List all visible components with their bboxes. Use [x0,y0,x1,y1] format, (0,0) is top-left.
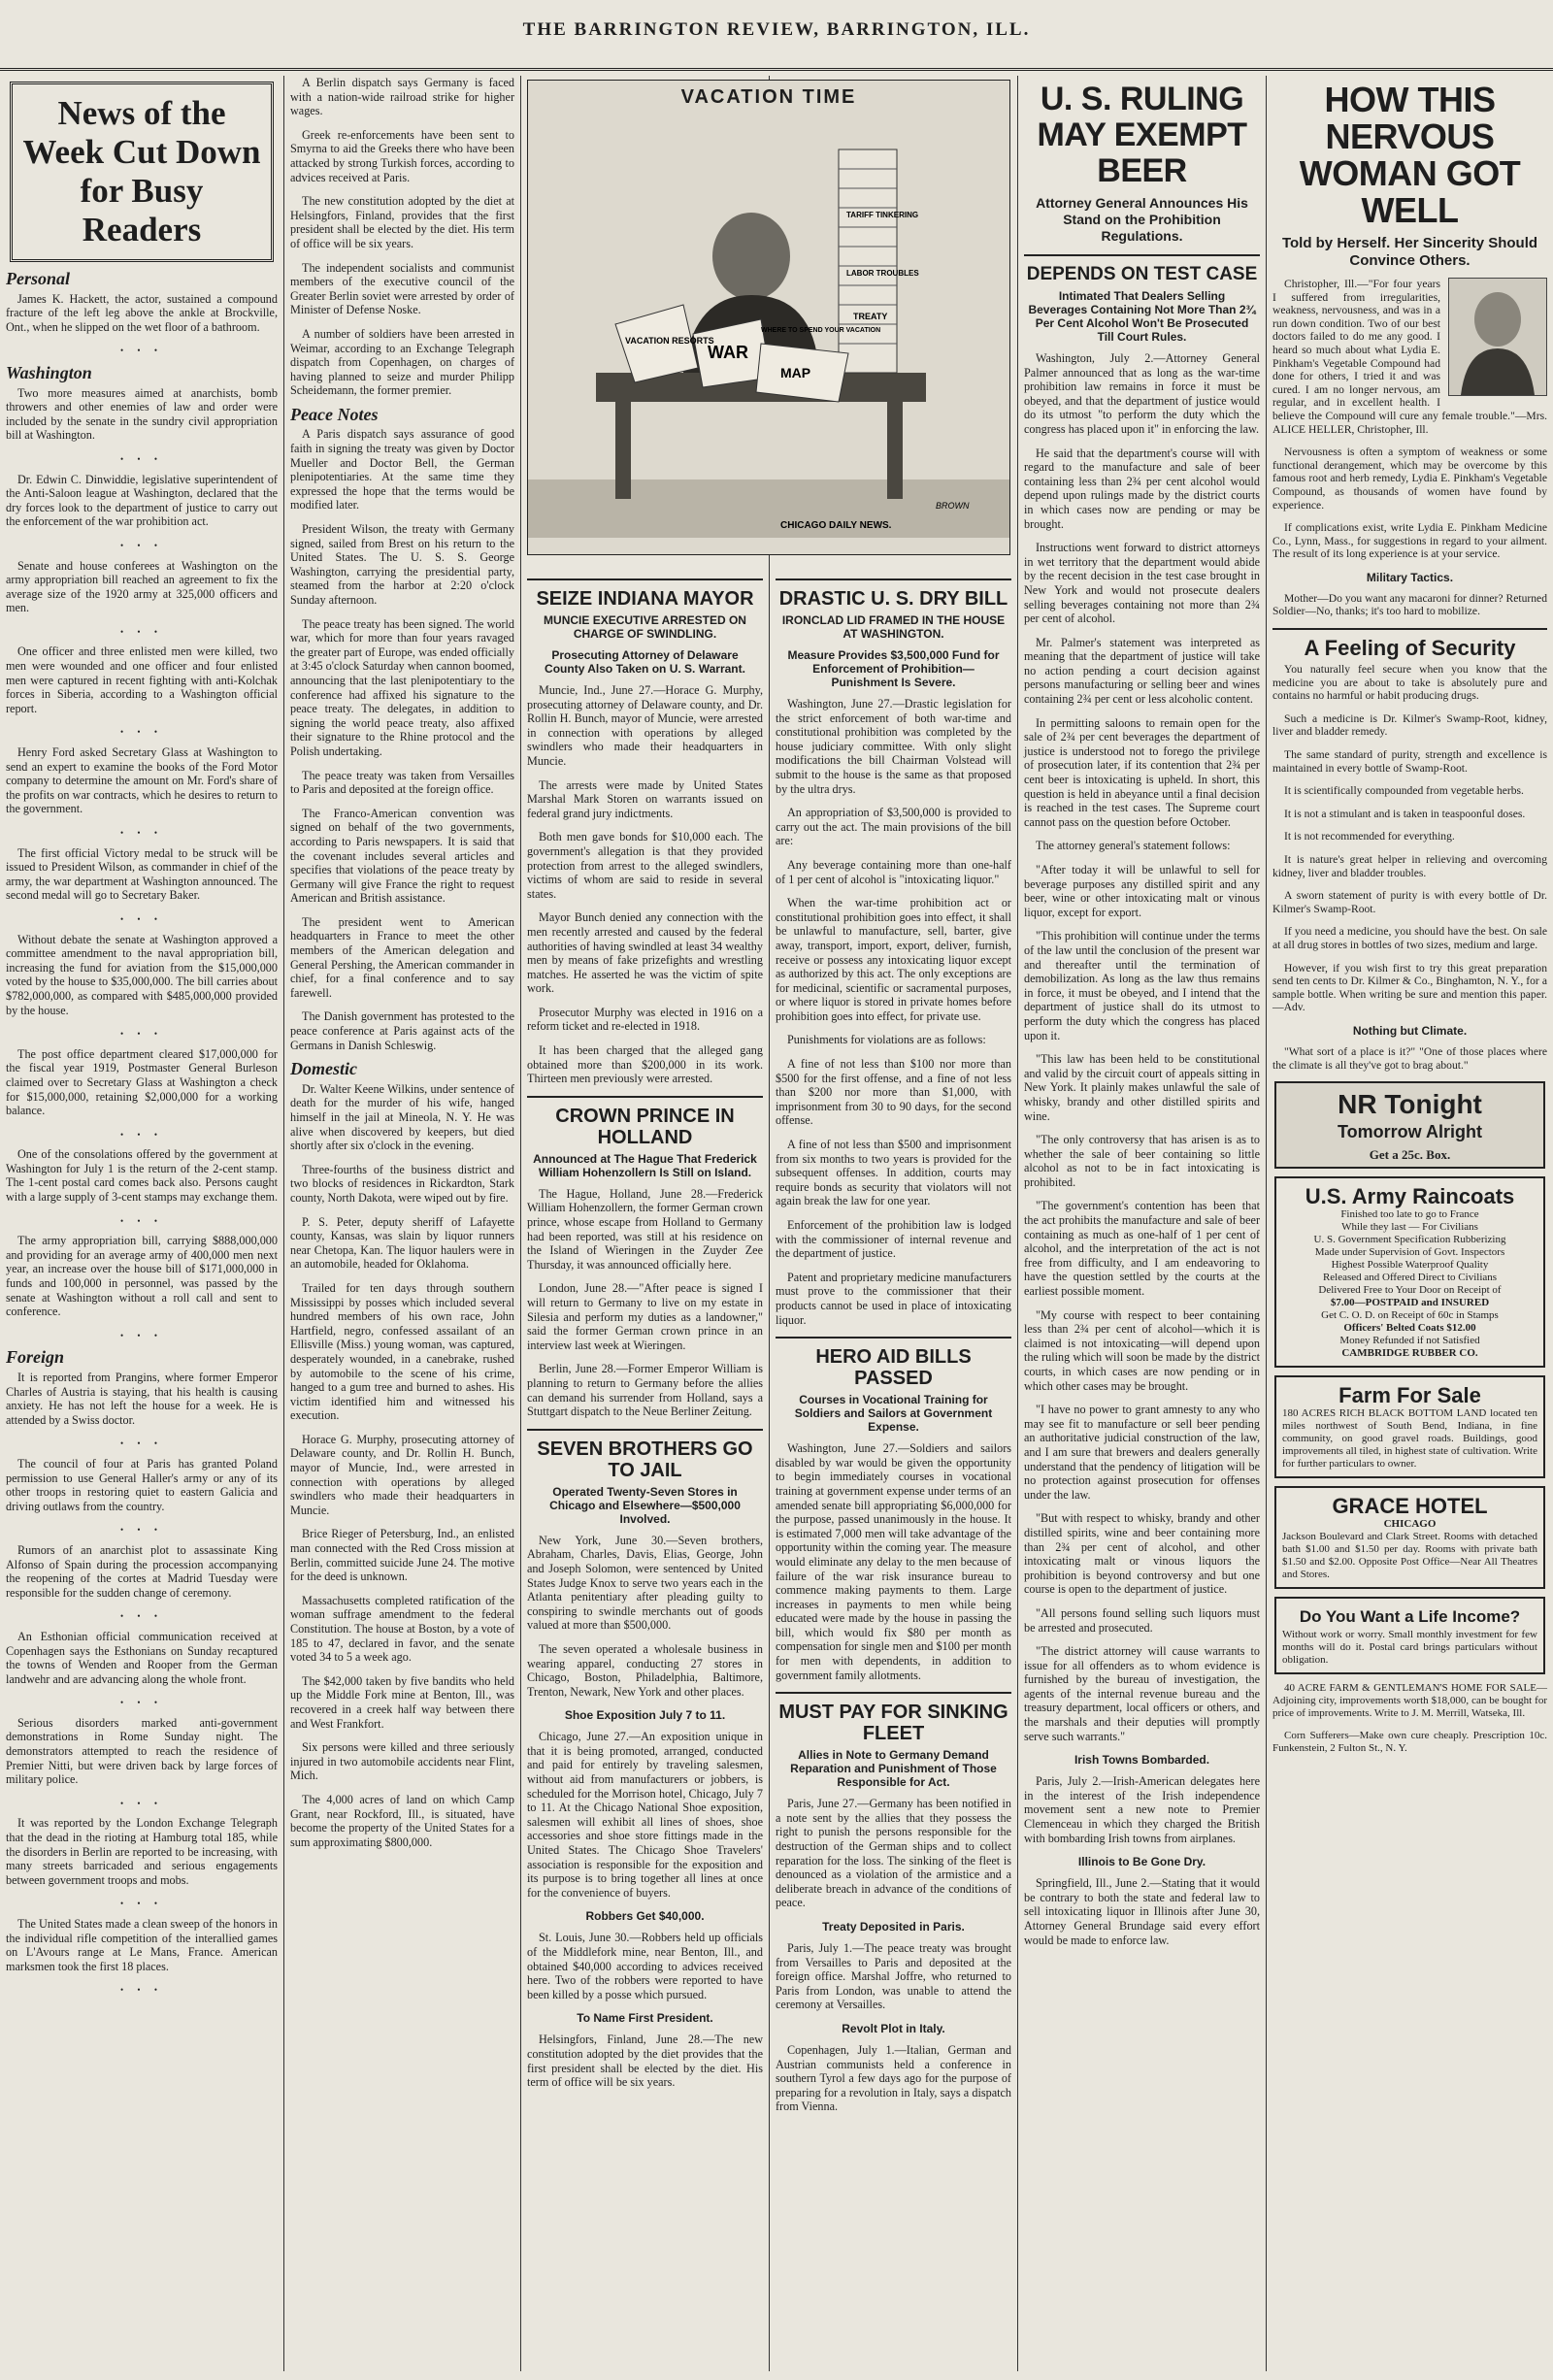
separator-stars: • • • [120,913,163,924]
raincoats-lines [1282,1208,1537,1360]
paragraph: "My course with respect to beer containing less than 2¾ per cent of alcohol—which it is claimed is not intoxicating—will depend upon the ruling which will soon be made by the district courts, in which cases are now pending or in which other cases may be brought. [1024,1307,1260,1393]
paragraph: The Danish government has protested to the peace conference at Paris against acts of the Germans in Danish Schleswig. [290,1009,514,1052]
separator-stars: • • • [120,1611,163,1622]
ad-headline-security: A Feeling of Security [1272,628,1547,659]
paragraph: In permitting saloons to remain open for the sale of 2¾ per cent beverages the department of justice is understood not to forego the privilege of prosecution later, if its contention that 2¾ per cent beer is intoxicating is upheld. In short, this question is held in abeyance until a final decision is reached in the test cases. The Supreme court cannot pass on the question before October. [1024,715,1260,829]
paragraph: It is not a stimulant and is taken in teaspoonful doses. [1284,807,1526,820]
brief-body: Mother—Do you want any macaroni for dinner? Returned Soldier—No, thanks; it's too hard to mobilize. [1272,591,1547,618]
news-item: The council of four at Paris has granted Poland permission to use General Haller's army or any of its other troops in restoring quiet to eastern Galicia and driving outlaws from the country. [6,1456,278,1513]
column-5 [1018,76,1266,2371]
headline-crown-prince: CROWN PRINCE IN HOLLAND [527,1096,763,1148]
paragraph: However, if you wish first to try this great preparation send ten cents to Dr. Kilmer & Co., Binghamton, N. Y., for a sample bottle. When writing be sure and mention this paper.—Adv. [1272,961,1547,1014]
cartoon-label: MAP [780,365,811,380]
peace-notes [290,427,514,1052]
brief-title: Illinois to Be Gone Dry. [1077,1855,1206,1869]
raincoats-line: Officers' Belted Coats $12.00 [1343,1322,1476,1335]
subhead: Intimated That Dealers Selling Beverages Containing Not More Than 2¾ Per Cent Alcohol Won't Be Prosecuted Till Court Rules. [1028,289,1256,344]
news-item: The army appropriation bill, carrying $888,000,000 and providing for an average army of 400,000 men next year, an increase over the house bill of $171,000,000 in funds and 100,000 in personnel, was passed by the senate at Washington without a roll call and sent to conference. [6,1234,278,1319]
article-body [776,1441,1011,1682]
paragraph: Mayor Bunch denied any connection with the men recently arrested and caused by the federal authorities of having swindled at least 34 wealthy men by means of fake prizefights and wrestling matches. He asserted he was the victim of spite work. [527,910,763,996]
raincoats-line: $7.00—POSTPAID and INSURED [1330,1297,1490,1309]
column-6 [1267,76,1553,2371]
paragraph: "But with respect to whisky, brandy and other distilled spirits, wine and beer containing more than 2¾ per cent of alcohol, and other intoxicating malt or vinous liquors the prohibition is beyond controversy and but one course is open to the department of justice. [1024,1511,1260,1597]
paragraph: The arrests were made by United States Marshal Mark Storen on warrants issued on federal grand jury indictments. [527,777,763,820]
brief-body: Paris, July 2.—Irish-American delegates here in the interest of the Irish independence movement sent a new note to Premier Clemenceau in which they charged the British with bombarding Irish towns from airplanes. [1024,1774,1260,1845]
section-heading: Washington [6,362,92,382]
paragraph: Horace G. Murphy, prosecuting attorney of Delaware county, and Dr. Rollin H. Bunch, mayor of Muncie, Ind., were arrested in connection with operations by alleged swindlers who made their headquarters in Muncie. [290,1432,514,1517]
nr-subtitle: Tomorrow Alright [1338,1122,1482,1142]
grace-hotel-city: CHICAGO [1383,1518,1437,1531]
paragraph: Washington, July 2.—Attorney General Palmer announced that as long as the war-time prohibition law remains in force it must be obeyed, and that the department of justice would do its utmost "to perform the duty which the congress has placed upon it" in enforcing the law. [1024,351,1260,436]
cartoon-illustration [528,111,1009,538]
ad-security-body [1272,663,1547,1014]
subhead: Announced at The Hague That Frederick William Hohenzollern Is Still on Island. [533,1151,757,1179]
cartoon-paper-stack [839,149,897,373]
cartoon-credit: CHICAGO DAILY NEWS. [780,520,892,531]
brief-body: Copenhagen, July 1.—Italian, German and Austrian communists held a conference in southern Tyrol a few days ago for the purpose of preparing for a revolution in Italy, says a dispatch from Vienna. [776,2042,1011,2114]
paragraph: Mr. Palmer's statement was interpreted as meaning that the department of justice will take no action pending a court decision against persons manufacturing or selling beer and wines containing 2¾ per cent or less alcoholic content. [1024,635,1260,707]
news-item: One officer and three enlisted men were killed, two men were wounded and one officer and four enlisted men were captured in recent fighting with anti-Kolchak forces in Siberia, according to a Washington official report. [6,645,278,715]
cartoon-label: WHERE TO SPEND YOUR VACATION [761,327,881,334]
subhead: Operated Twenty-Seven Stores in Chicago and Elsewhere—$500,000 Involved. [549,1484,741,1526]
separator-stars: • • • [120,1029,163,1040]
brief-body: "What sort of a place is it?" "One of those places where the climate is all they've got to brag about." [1272,1044,1547,1072]
paragraph: Berlin, June 28.—Former Emperor William is planning to return to Germany before the allies can demand his surrender from Holland, says a Stuttgart dispatch to the Neue Berliner Zeitung. [527,1362,763,1419]
news-item: Dr. Edwin C. Dinwiddie, legislative superintendent of the Anti-Saloon league at Washington, declared that the dry forces look to the department of justice to carry out the enforcement of the war prohibition act. [6,472,278,529]
headline-seize-mayor: SEIZE INDIANA MAYOR [527,578,763,610]
domestic-heading: Domestic [290,1059,357,1079]
paragraph: You naturally feel secure when you know that the medicine you are about to take is absolutely pure and contains no harmful or habit producing drugs. [1272,663,1547,703]
brief-title: Irish Towns Bombarded. [1074,1753,1210,1768]
news-item: The first official Victory medal to be struck will be issued to President Wilson, as commander in chief of the army, the war department at Washington announced. The second medal will go to Secretary Baker. [6,845,278,903]
news-item: Senate and house conferees at Washington on the army appropriation bill reached an agreement to fix the average size of the 1920 army at 325,000 officers and men. [6,558,278,615]
col2-top [290,76,514,398]
cartoon-label: TARIFF TINKERING [846,211,919,219]
raincoats-line: Released and Offered Direct to Civilians [1322,1272,1498,1284]
paragraph: The $42,000 taken by five bandits who held up the Middle Fork mine at Benton, Ill., was recovered in a creek half way between there and West Frankfort. [290,1673,514,1731]
paragraph: Three-fourths of the business district and two blocks of residences in Rickardton, Stark county, North Dakota, were wiped out by fire. [290,1162,514,1205]
subhead: Allies in Note to Germany Demand Reparation and Punishment of Those Responsible for Act. [790,1748,997,1790]
news-item: An Esthonian official communication received at Copenhagen says the Esthonians on Sunday recaptured the towns of Wenden and Rooper from the German landwehr and are advancing along the whole front. [6,1629,278,1686]
paragraph: Six persons were killed and three seriously injured in two automobile accidents near Flint, Mich. [290,1740,514,1783]
cartoon-label: TREATY [853,312,888,321]
section-heading: Foreign [6,1347,65,1368]
paragraph: A fine of not less than $100 nor more than $500 for the first offense, and a fine of not less than $200 nor more than $1,000, with imprisonment from 30 to 90 days, for the second offense. [776,1057,1011,1128]
paragraph: The Franco-American convention was signed on behalf of the two governments, according to Paris newspapers. It is said that the covenant includes several articles and specifies that violations of the peace treaty by Germany will give France the right to request American and British assistance. [290,806,514,906]
paragraph: The independent socialists and communist members of the executive council of the Greater Berlin soviet were arrested by order of Minister of Defense Noske. [290,260,514,317]
subhead: Courses in Vocational Training for Soldiers and Sailors at Government Expense. [794,1393,993,1435]
paragraph: It is not recommended for everything. [1284,830,1455,843]
paragraph: A number of soldiers have been arrested in Weimar, according to an Exchange Telegraph dispatch from Copenhagen, on charges of having planned to seize and murder Philipp Scheidemann, the former premier. [290,326,514,398]
cartoon-label: WAR [708,343,748,362]
paragraph: Washington, June 27.—Soldiers and sailors disabled by war would be given the opportunity to begin immediately courses in vocational training at government expense under terms of an amended senate bill appropriating $6,000,000 for the purpose, passed unanimously in the house. It is estimated 7,000 men will take advantage of the opportunity within the coming year. The measure would eliminate any delay to the men because of failure of the war risk insurance bureau to commence making payments to them. Large increases in payments to men while being educated were made by the house in passing the bill, which would fix $80 per month as compensation for single men and $100 per month for men with dependents, in addition to government family allotments. [776,1441,1011,1682]
brief-body: Springfield, Ill., June 2.—Stating that it would be contrary to both the state and federal law to sell intoxicating liquor in Illinois after June 30, Attorney General Brundage said every effort would be made to enforce law. [1024,1876,1260,1947]
paragraph: Dr. Walter Keene Wilkins, under sentence of death for the murder of his wife, hanged himself in the jail at Mineola, N. Y. He was alive when discovered by keepers, but died shortly after six o'clock in the evening. [290,1081,514,1153]
separator-stars: • • • [120,346,163,356]
domestic-notes [290,1082,514,1850]
separator-stars: • • • [120,1438,163,1449]
paragraph: "This prohibition will continue under the terms of the law until the conclusion of the present war and thereafter until the termination of demobilization. As long as the law thus remains in force, it must be obeyed, and I intend that the department of justice shall do its utmost to perform the duty which the congress has placed upon it. [1024,929,1260,1042]
paragraph: An appropriation of $3,500,000 is provided to carry out the act. The main provisions of the bill are: [776,806,1011,848]
paragraph: Prosecutor Murphy was elected in 1916 on a reform ticket and re-elected in 1918. [527,1005,763,1034]
raincoats-title: U.S. Army Raincoats [1305,1184,1515,1209]
paragraph: Muncie, Ind., June 27.—Horace G. Murphy, prosecuting attorney of Delaware county, and Dr. Rollin H. Bunch, mayor of Muncie, were arrested in connection with operations by alleged swindlers who made their headquarters in Muncie. [527,683,763,768]
subhead: MUNCIE EXECUTIVE ARRESTED ON CHARGE OF SWINDLING. [544,613,746,641]
farm-text: 180 ACRES RICH BLACK BOTTOM LAND located ten miles northwest of South Bend, Indiana, in fine community, on good gravel roads. Buildings, good improvements all tiled, in highest state of cultivation. Write for further particulars to owner. [1282,1407,1537,1471]
farm-ad [1274,1375,1545,1478]
cartoon-panel [521,76,1016,561]
headline-beer-ruling: U. S. RULING MAY EXEMPT BEER [1037,81,1247,189]
news-item: Without debate the senate at Washington approved a committee amendment to the naval appropriation bill, increasing the fund for aviation from the $15,000,000 voted by the house to $35,000,000. The bill carries about $782,000,000, as compared with $485,000,000 provided by the house. [6,932,278,1017]
paragraph: A Paris dispatch says assurance of good faith in signing the treaty was given by Doctor Mueller and Doctor Bell, the German plenipotentiaries. At the same time they expressed the hope that the terms would be modified later. [290,427,514,512]
article-body [1024,351,1260,1743]
paragraph: Trailed for ten days through southern Mississippi by posses which included several hundred members of his own race, John Hartfield, negro, confessed assailant of an Ellisville (Miss.) young woman, was captured, desperately wounded, in a canebrake, rushed by automobile to the scene of his crime, hanged to a gum tree and burned to ashes. His victim identified him and witnessed his execution. [290,1280,514,1423]
paragraph: Brice Rieger of Petersburg, Ind., an enlisted man connected with the Red Cross mission at Berlin, committed suicide June 24. The motive for the deed is unknown. [290,1527,514,1584]
news-item: Serious disorders marked anti-government demonstrations in Rome Sunday night. The demonstrators attempted to reach the residence of Premier Nitti, but were driven back by large forces of military police. [6,1715,278,1787]
headline-dry-bill: DRASTIC U. S. DRY BILL [776,578,1011,610]
column-2 [284,76,520,2371]
headline-seven-brothers: SEVEN BROTHERS GO TO JAIL [527,1429,763,1481]
paragraph: "The district attorney will cause warrants to issue for all offenders as to whom evidence is furnished by the bureau of investigation, the agents of the internal revenue bureau and the treasury department, local officers or others, and the marshals and their deputies will promptly serve such warrants." [1024,1644,1260,1743]
cartoon-desk-leg [887,402,903,499]
separator-stars: • • • [120,1698,163,1708]
separator-stars: • • • [120,453,163,464]
life-income-ad [1274,1597,1545,1674]
news-item: Rumors of an anarchist plot to assassinate King Alfonso of Spain during the procession accompanying the reopening of the cortes at Madrid Tuesday were responsible for the sudden change of ceremony. [6,1542,278,1600]
article-body [527,683,763,1086]
ad-text: Nervousness is often a symptom of weakness or some functional derangement, which may be overcome by this famous root and herb remedy, Lydia E. Pinkham's Vegetable Compound, as thousands of women have found by experience. [1272,446,1547,512]
corn-classified: Corn Sufferers—Make own cure cheaply. Prescription 10c. Funkenstein, 2 Fulton St., N. Y. [1272,1730,1547,1755]
paragraph: President Wilson, the treaty with Germany signed, sailed from Brest on his return to the United States. The U. S. S. George Washington, carrying the presidential party, steamed from the harbor at 2:20 o'clock Sunday afternoon. [290,522,514,607]
paragraph: "I have no power to grant amnesty to any who may see fit to manufacture or sell beer pending an authoritative judicial construction of the law, and I am sure that brewers and dealers generally understand that the pendency of litigation will be no protection against prosecution for offenses under the law. [1024,1403,1260,1502]
nr-title: NR Tonight [1338,1089,1482,1120]
paragraph: Such a medicine is Dr. Kilmer's Swamp-Root, kidney, liver and bladder remedy. [1272,711,1547,739]
cartoon-title: VACATION TIME [680,86,857,108]
paragraph: Instructions went forward to district attorneys in wet territory that the department would abide by the recent decision in the test case brought in New York and would not prosecute dealers selling beverages containing not more than 2¾ per cent of alcohol. [1024,541,1260,626]
news-item: Henry Ford asked Secretary Glass at Washington to send an expert to examine the books of the Ford Motor company to determine the amount on Mr. Ford's share of the profits on war contracts, which he desires to return to the government. [6,745,278,816]
paragraph: P. S. Peter, deputy sheriff of Lafayette county, Kansas, was slain by liquor runners near Chetopa, Kan. The liquor haulers were in an automobile, headed for Oklahoma. [290,1214,514,1272]
brief-body: Helsingfors, Finland, June 28.—The new constitution adopted by the diet provides that the first president shall be elected by the diet. His term of office will be six years. [527,2033,763,2090]
paragraph: The seven operated a wholesale business in wearing apparel, conducting 27 stores in Chicago, Boston, Philadelphia, Baltimore, Trenton, Newark, New York and other places. [527,1641,763,1699]
brief-title: Shoe Exposition July 7 to 11. [564,1708,726,1723]
brief-body: Chicago, June 27.—An exposition unique in that it is being promoted, arranged, conducted and paid for entirely by traveling salesmen, without aid from manufacturers or jobbers, is scheduled for the Morrison hotel, Chicago, July 7 to 11. At the Chicago National Shoe exposition, salesmen will exhibit all lines of shoes, shoe accessories and shoe store fittings made in the United States. The Chicago Shoe Travelers' association is responsible for the exposition and its purpose is to bring together all lines at once for the convenience of buyers. [527,1730,763,1900]
paragraph: The 4,000 acres of land on which Camp Grant, near Rockford, Ill., is situated, have become the property of the United States for a sum approximating $800,000. [290,1792,514,1849]
separator-stars: • • • [120,1215,163,1226]
paragraph: A Berlin dispatch says Germany is faced with a nation-wide railroad strike for higher wages. [290,76,514,118]
news-item: One of the consolations offered by the government at Washington for July 1 is the return of the 2-cent stamp. The 1-cent postal card comes back also. Persons caught with a large supply of 3-cent stamps may exchange them. [6,1147,279,1205]
brief-title: To Name First President. [577,2011,713,2026]
news-item: James K. Hackett, the actor, sustained a compound fracture of the left leg above the ankle at Brockville, Ont., when he slipped on the wet floor of a bathroom. [6,291,278,334]
separator-stars: • • • [120,1985,163,1996]
news-item: It is reported from Prangins, where former Emperor Charles of Austria is staying, that his health is causing anxiety. He has not left the house for a week. He is attended by a Swiss doctor. [6,1371,278,1427]
portrait-image [1448,278,1547,396]
paragraph: Both men gave bonds for $10,000 each. The government's allegation is that they provided protection from arrest to the alleged swindlers, victims of whom are said to reside in several states. [527,830,763,901]
paragraph: Paris, June 27.—Germany has been notified in a note sent by the allies that they possess the right to punish the persons responsible for the destruction of the German ships and to collect reparation for the loss. The sinking of the fleet is denounced as a violation of the armistice and a deliberate breach in advance of the conditions of peace. [776,1797,1011,1910]
cartoon-label: VACATION RESORTS [625,336,714,346]
news-item: Two more measures aimed at anarchists, bomb throwers and other enemies of law and order were included by the senate in the sundry civil appropriation bill at Washington. [6,385,278,443]
brief-title: Robbers Get $40,000. [585,1909,705,1924]
life-income-title: Do You Want a Life Income? [1299,1607,1521,1627]
nr-price: Get a 25c. Box. [1369,1147,1451,1163]
paragraph: The attorney general's statement follows: [1036,839,1231,853]
col1-sections [6,269,279,1998]
grace-hotel-text: Jackson Boulevard and Clark Street. Rooms with detached bath $1.00 and $1.50 per day. Rooms with private bath $1.50 and $2.00. Opposite Post Office—Near All Theatres and Stores. [1282,1531,1537,1581]
paragraph: Washington, June 27.—Drastic legislation for the strict enforcement of both war-time and constitutional prohibition was completed by the house judiciary committee. With only slight modifications the bill Chairman Volstead will submit to the house is the same as that proposed by the ultra drys. [776,697,1011,796]
ad-subhead: Told by Herself. Her Sincerity Should Convince Others. [1281,235,1538,269]
raincoats-line: Delivered Free to Your Door on Receipt of [1318,1284,1502,1297]
raincoats-ad [1274,1176,1545,1368]
nr-tonight-ad [1274,1081,1545,1169]
peace-notes-heading: Peace Notes [290,404,379,424]
paragraph: Any beverage containing more than one-half of 1 per cent of alcohol is "intoxicating liquor." [776,857,1011,886]
raincoats-line: Money Refunded if not Satisfied [1339,1335,1480,1347]
paragraph: It has been charged that the alleged gang obtained more than $200,000 in its work. Thirteen men previously were arrested. [527,1043,763,1086]
separator-stars: • • • [120,1129,163,1140]
brief-title: Military Tactics. [1366,570,1454,584]
cartoon-label: LABOR TROUBLES [846,269,919,278]
separator-stars: • • • [120,540,163,550]
paragraph: New York, June 30.—Seven brothers, Abraham, Charles, Davis, Elias, George, John and Joseph Solomon, were sentenced by United States Judge Knox to serve two years each in the Atlanta penitentiary after pleading guilty to conspiring to swindle merchants out of goods valued at more than $500,000. [527,1533,763,1633]
paragraph: London, June 28.—"After peace is signed I will return to Germany to live on my estate in Silesia and perform my duties as a landowner," said the former German crown prince in an interview last week at Wieringen. [527,1281,763,1352]
portrait-woman [1449,279,1546,395]
article-body [527,1187,763,1419]
grace-hotel-ad [1274,1486,1545,1589]
paragraph: Patent and proprietary medicine manufacturers must prove to the commissioner that their products cannot be used in place of intoxicating liquor. [776,1270,1011,1327]
paragraph: A fine of not less than $500 and imprisonment from six months to two years is provided for the subsequent offenses. In addition, courts may require bonds as security that violators will not again break the law for one year. [776,1138,1011,1208]
brief-title: Nothing but Climate. [1352,1023,1468,1038]
paragraph: Enforcement of the prohibition law is lodged with the commissioner of internal revenue and the department of justice. [776,1218,1011,1261]
headline-hero-aid: HERO AID BILLS PASSED [776,1337,1011,1389]
separator-stars: • • • [120,727,163,738]
paragraph: When the war-time prohibition act or constitutional prohibition goes into effect, it shall be unlawful to manufacture, sell, barter, give away, transport, import, export, deliver, furnish, receive or possess any intoxicating liquor except as authorized by this act. The only exceptions are for medicinal, scientific or sacramental purposes, or where liquor is stored in private homes before prohibition goes into effect, for private use. [776,896,1011,1023]
news-item: The post office department cleared $17,000,000 for the fiscal year 1919, Postmaster General Burleson claimed over to Secretary Glass at Washington a check for $15,000,000, retaining $2,000,000 for a working balance. [6,1046,278,1118]
paragraph: A sworn statement of purity is with every bottle of Dr. Kilmer's Swamp-Root. [1272,889,1547,915]
news-item: It was reported by the London Exchange Telegraph that the dead in the rioting at Hamburg total 185, while the disorders in Berlin are reported to be increasing, with many streets barricaded and serious engagements between government troops and mobs. [6,1816,278,1887]
paragraph: "All persons found selling such liquors must be arrested and prosecuted. [1024,1605,1260,1635]
ad-text: If complications exist, write Lydia E. Pinkham Medicine Co., Lynn, Mass., for suggestions in regard to your ailment. The result of its long experience is at your service. [1272,521,1547,561]
paragraph: "The government's contention has been that the act prohibits the manufacture and sale of beer containing as much as one-half of 1 per cent of alcohol, and the interpretation of the act is not free from difficulty, and I am endeavoring to have the question settled by the courts at the earliest possible moment. [1024,1199,1260,1299]
paragraph: The peace treaty was taken from Versailles to Paris and deposited at the foreign office. [290,768,514,797]
paragraph: The president went to American headquarters in France to meet the other members of the American delegation and General Pershing, the American commander in chief, for a final conference and to say farewell. [290,914,514,1000]
separator-stars: • • • [120,1798,163,1808]
article-body [527,1534,763,1700]
paragraph: "This law has been held to be constitutional and valid by the circuit court of appeals sitting in New York. It plainly makes unlawful the sale of whisky, brandy and other distilled spirits and wine. [1024,1052,1260,1123]
ad-testimonial: Christopher, Ill.—"For four years I suffered from irregularities, weakness, nervousness, and was in a run down condition. Two of our best doctors failed to do me any good. I heard so much about what Lydia E. Pinkham's Vegetable Compound had done for others, I tried it and was cured. I am no longer nervous, am regular, and in excellent health. I believe the Compound will cure any female trouble."—Mrs. ALICE HELLER, Christopher, Ill. [1272,278,1547,436]
cartoon-desk-leg [615,402,631,499]
subhead: Attorney General Announces His Stand on the Prohibition Regulations. [1036,195,1248,244]
subheadline-test-case: DEPENDS ON TEST CASE [1024,254,1260,285]
separator-stars: • • • [120,1525,163,1536]
column-3 [521,569,769,2371]
news-box-title: News of the Week Cut Down for Busy Readers [10,82,274,262]
cartoon-frame [527,80,1010,555]
separator-stars: • • • [120,828,163,838]
cartoon-artist: BROWN [936,501,970,511]
raincoats-line: Finished too late to go to France [1340,1208,1479,1221]
paragraph: "After today it will be unlawful to sell for beverage purposes any distilled spirit and any beer, wine or other intoxicating malt or vinous liquor, except for export. [1024,863,1260,919]
raincoats-line: CAMBRIDGE RUBBER CO. [1341,1347,1478,1360]
separator-stars: • • • [120,1330,163,1340]
paragraph: Punishments for violations are as follows: [787,1033,986,1047]
raincoats-line: U. S. Government Specification Rubberizing [1313,1234,1506,1246]
paragraph: The same standard of purity, strength and excellence is maintained in every bottle of Swamp-Root. [1272,748,1547,775]
brief-body: St. Louis, June 30.—Robbers held up officials of the Middlefork mine, near Benton, Ill., and obtained $40,000 according to advices received here. Two of the robbers were reported to have been killed by a posse which pursued. [527,1931,763,2001]
raincoats-line: While they last — For Civilians [1341,1221,1478,1234]
ad-headline-nervous-woman: HOW THIS NERVOUS WOMAN GOT WELL [1299,80,1521,230]
masthead: THE BARRINGTON REVIEW, BARRINGTON, ILL. [0,0,1553,71]
life-income-text: Without work or worry. Small monthly investment for few months will do it. Postal card brings particulars without obligation. [1282,1629,1537,1667]
paragraph: The Hague, Holland, June 28.—Frederick William Hohenzollern, the former German crown prince, whose escape from Holland to Germany had been reported, was still at his residence on the Island of Wieringen in the Zuyder Zee Thursday, it was announced officially here. [527,1186,763,1272]
paragraph: It is nature's great helper in relieving and overcoming kidney, liver and bladder troubles. [1272,853,1547,879]
separator-stars: • • • [120,1899,163,1909]
subhead: IRONCLAD LID FRAMED IN THE HOUSE AT WASHINGTON. [781,613,1006,641]
subhead: Prosecuting Attorney of Delaware County Also Taken on U. S. Warrant. [545,648,745,676]
paragraph: If you need a medicine, you should have the best. On sale at all drug stores in bottles of two sizes, medium and large. [1272,925,1547,951]
article-body [776,1797,1011,1910]
paragraph: The peace treaty has been signed. The world war, which for more than four years ravaged the greater part of Europe, was ended officially at 3:45 o'clock Saturday when cannon boomed, announcing that the last plenipotentiary to the conference had affixed his signature to the peace treaty. The delegates, in addition to signing the world peace treaty, also affixed their signature to the Rhine protocol and the Polish undertaking. [290,616,514,758]
raincoats-line: Get C. O. D. on Receipt of 60c in Stamps [1321,1309,1499,1322]
subhead: Measure Provides $3,500,000 Fund for Enforcement of Prohibition—Punishment Is Severe. [787,648,1000,689]
farm-title: Farm For Sale [1338,1383,1481,1408]
cartoon-man-head [712,213,790,300]
column-4 [770,569,1017,2371]
paragraph: The new constitution adopted by the diet at Helsingfors, Finland, provides that the first president shall be elected by the diet. His term of office will be six years. [290,194,514,250]
grace-hotel-title: GRACE HOTEL [1332,1494,1488,1519]
separator-stars: • • • [120,626,163,637]
raincoats-line: Highest Possible Waterproof Quality [1331,1259,1489,1272]
paragraph: "The only controversy that has arisen is as to whether the sale of beer containing so little alcohol as not to be in fact intoxicating is prohibited. [1024,1133,1260,1189]
section-heading: Personal [6,269,71,288]
brief-title: Treaty Deposited in Paris. [822,1920,965,1934]
news-item: The United States made a clean sweep of the honors in the individual rifle competition of the interallied games on L'Avours range at Le Mans, France. American marksmen took the first 18 places. [6,1917,278,1973]
brief-body: Paris, July 1.—The peace treaty was brought from Versailles to Paris and deposited at the foreign office. Marshal Joffre, who returned to Paris from London, was unable to attend the ceremony at Versailles. [776,1941,1011,2012]
column-1 [0,76,283,2371]
headline-sinking-fleet: MUST PAY FOR SINKING FLEET [776,1692,1011,1744]
brief-title: Revolt Plot in Italy. [842,2021,945,2035]
raincoats-line: Made under Supervision of Govt. Inspectors [1314,1246,1505,1259]
article-body [776,697,1011,1327]
paragraph: It is scientifically compounded from vegetable herbs. [1284,784,1524,798]
paragraph: Greek re-enforcements have been sent to Smyrna to aid the Greeks there who have been attacked by strong Turkish forces, according to advices received at Paris. [290,127,514,184]
paragraph: He said that the department's course will with regard to the manufacture and sale of beer containing less than 2¾ per cent alcohol would depend upon rulings made by the district courts in which cases now are pending or may be brought. [1024,446,1260,531]
paragraph: Massachusetts completed ratification of the woman suffrage amendment to the federal Constitution. The house at Boston, by a vote of 185 to 47, declared in favor, and the senate voted 34 to 5 a week ago. [290,1593,514,1665]
farm-classified: 40 ACRE FARM & GENTLEMAN'S HOME FOR SALE—Adjoining city, improvements worth $18,000, can be bought for price of improvements. Write to J. M. Merrill, Watseka, Ill. [1272,1682,1547,1720]
